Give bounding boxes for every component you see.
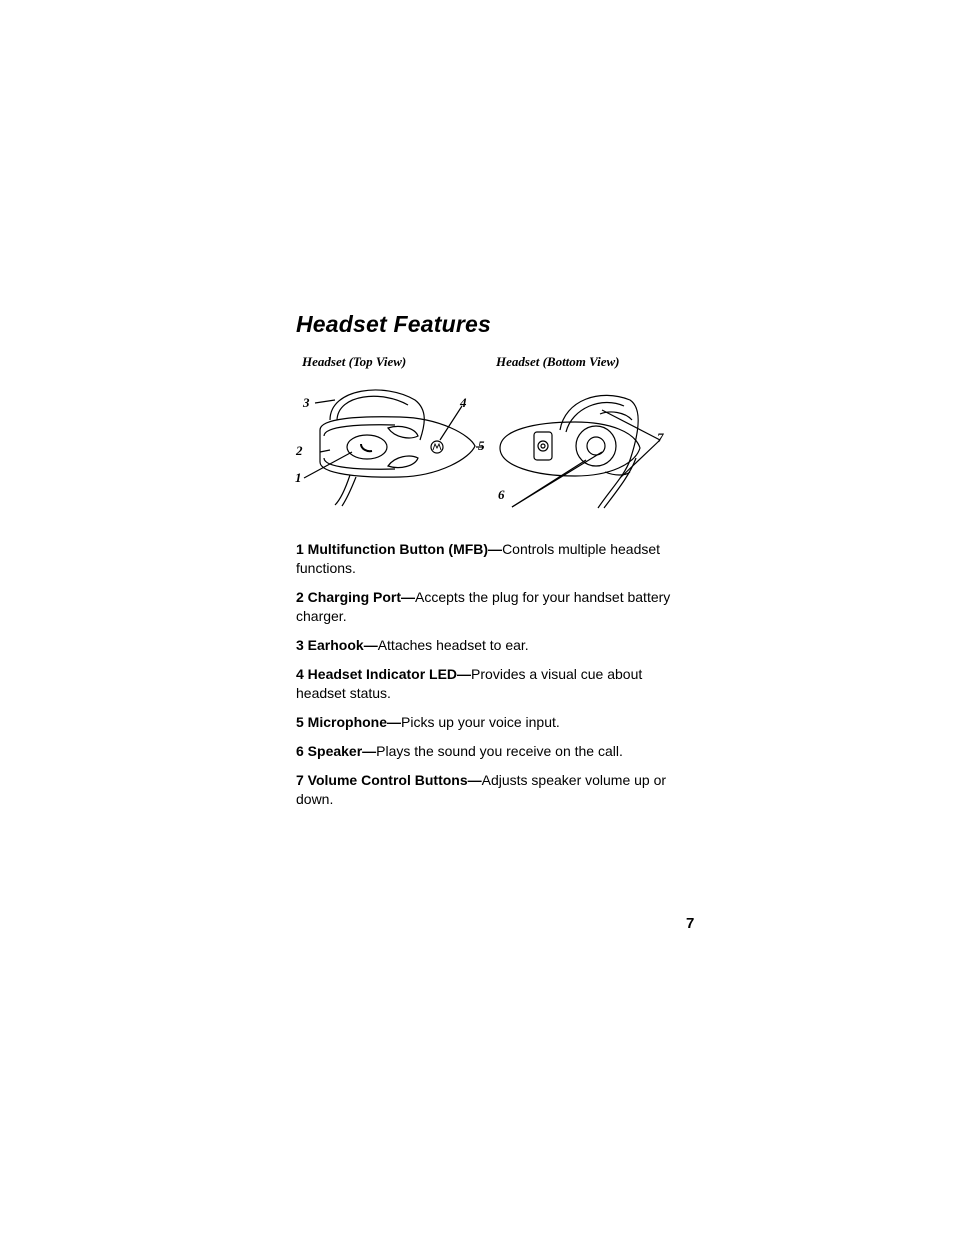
feature-description: Controls multiple headset functions. [296,541,661,576]
feature-description: Attaches headset to ear. [377,637,529,653]
feature-term: 6 Speaker— [296,743,377,759]
feature-description: Adjusts speaker volume up or down. [296,772,667,807]
feature-item [296,588,676,626]
volume-buttons [600,412,632,420]
top-view-label: Headset (Top View) [302,354,407,369]
callout-1: 1 [295,470,302,485]
phone-icon [361,444,372,451]
callout-2: 2 [296,443,303,458]
headset-diagram [290,380,680,515]
feature-item [296,540,676,578]
feature-list [296,540,676,819]
feature-term: 3 Earhook— [296,637,378,653]
feature-item [296,636,676,655]
headset-body-bottom [500,422,640,476]
bottom-view-label: Headset (Bottom View) [496,354,620,369]
feature-description: Provides a visual cue about headset status. [296,666,643,701]
charging-port [534,432,552,460]
headset-bottom-view [500,395,660,508]
feature-term: 4 Headset Indicator LED— [296,666,472,682]
callout-5: 5 [478,438,485,453]
feature-term: 7 Volume Control Buttons— [296,772,482,788]
speaker [576,426,616,466]
feature-description: Accepts the plug for your handset battery charger. [296,589,671,624]
feature-term: 1 Multifunction Button (MFB)— [296,541,503,557]
callout-4: 4 [460,395,467,410]
feature-description: Plays the sound you receive on the call. [376,743,623,759]
earhook-top [330,390,424,440]
feature-item [296,742,676,761]
page-title: Headset Features [296,311,491,337]
multifunction-button [347,435,387,459]
earhook-bottom [560,395,638,508]
callout-7: 7 [657,430,664,445]
feature-item [296,665,676,703]
callout-6: 6 [498,487,505,502]
feature-description: Picks up your voice input. [401,714,560,730]
page-number: 7 [686,915,695,932]
headset-top-view [304,390,484,506]
feature-term: 5 Microphone— [296,714,402,730]
feature-item [296,713,676,732]
feature-term: 2 Charging Port— [296,589,416,605]
feature-item [296,771,676,809]
callout-3: 3 [303,395,310,410]
